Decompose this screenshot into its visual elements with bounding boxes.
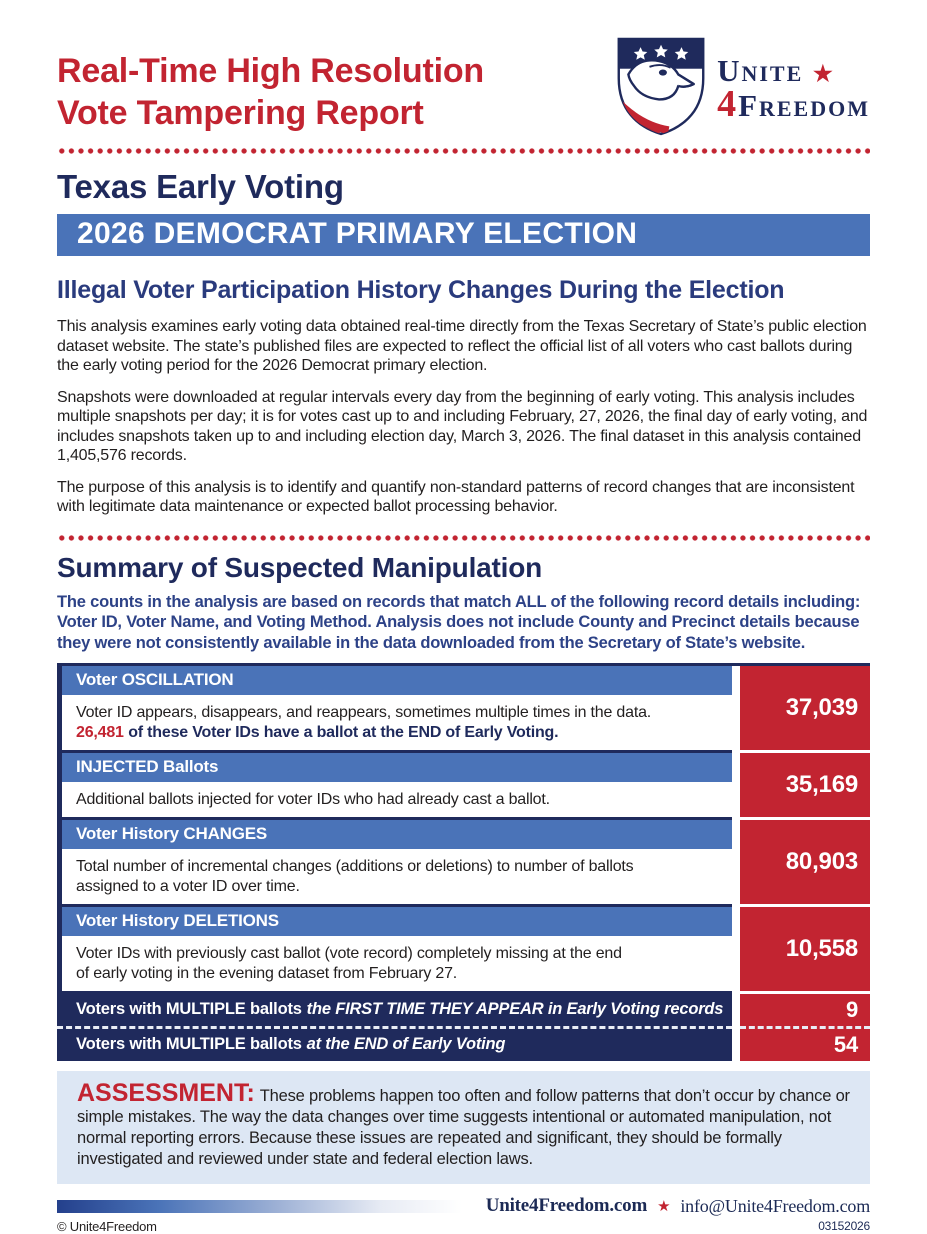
row-header-oscillation: Voter OSCILLATION: [62, 666, 732, 697]
intro-paragraph-2: Snapshots were downloaded at regular intervals every day from the beginning of early voting. This analysis includes multiple snapshots per day; it is for votes cast up to and including February, 27, 2026, the final day of early voting, and includes snapshots taken up to and including election day, March 3, 2026. The final dataset in this analysis contained 1,405,576 records.: [57, 388, 868, 464]
report-title-line1: Real-Time High Resolution: [57, 52, 484, 90]
manipulation-table: [57, 663, 870, 1061]
summary-heading: Summary of Suspected Manipulation: [57, 551, 543, 583]
table-row-multiple-first: Voters with MULTIPLE ballots the FIRST TIME THEY APPEAR in Early Voting records 9: [57, 994, 870, 1029]
table-row: [57, 666, 870, 753]
eagle-shield-icon: [613, 36, 709, 141]
row-description: Voter ID appears, disappears, and reappears, sometimes multiple times in the data. 26,481 of these Voter IDs have a ballot at the END of Early Voting.: [62, 697, 732, 750]
logo-wordmark: [717, 53, 870, 125]
footer-website: Unite4Freedom.com: [485, 1195, 648, 1216]
row-description: Additional ballots injected for voter IDs who had already cast a ballot.: [76, 791, 550, 808]
report-title: [57, 50, 484, 134]
logo-star-icon: ★: [813, 61, 833, 86]
dotted-divider-middle: [57, 534, 870, 542]
row-description: Voter IDs with previously cast ballot (vote record) completely missing at the end of early voting in the evening dataset from February 27.: [76, 945, 622, 982]
table-row: [57, 907, 870, 994]
footer-date-code: 03152026: [818, 1219, 870, 1233]
row-value: 9: [740, 994, 870, 1029]
intro-paragraph-1: This analysis examines early voting data obtained real-time directly from the Texas Secretary of State’s public election dataset website. The state’s published files are expected to reflect the official list of all voters who cast ballots during the early voting period for the 2026 Democrat primary election.: [57, 318, 867, 374]
footer: [57, 1195, 870, 1234]
row-value: 35,169: [740, 753, 870, 820]
row-value: 54: [740, 1029, 870, 1061]
highlight-number: 26,481: [76, 724, 124, 741]
row-value: 80,903: [740, 820, 870, 907]
logo-word-four: 4: [717, 83, 739, 125]
footer-star-icon: ★: [657, 1198, 671, 1215]
footer-copyright: © Unite4Freedom: [57, 1219, 157, 1234]
table-row-multiple-end: Voters with MULTIPLE ballots at the END of Early Voting 54: [57, 1029, 870, 1061]
unite4freedom-logo: [613, 36, 870, 141]
footer-email: info@Unite4Freedom.com: [680, 1195, 870, 1216]
logo-word-unite: Unite: [717, 53, 804, 88]
table-row: [57, 753, 870, 820]
row-description: Total number of incremental changes (additions or deletions) to number of ballots assigned to a voter ID over time.: [76, 858, 634, 895]
logo-word-freedom: Freedom: [738, 88, 870, 123]
row-value: 37,039: [740, 666, 870, 753]
row-header-changes: Voter History CHANGES: [62, 820, 732, 851]
assessment-box: [57, 1071, 870, 1184]
report-title-line2: Vote Tampering Report: [57, 94, 424, 132]
row-value: 10,558: [740, 907, 870, 994]
assessment-text: These problems happen too often and follow patterns that don’t occur by chance or simple mistakes. The way the data changes over time suggests intentional or automated manipulation, not normal reporting errors. Because these issues are repeated and significant, they should be formally investigated and reviewed under state and federal election laws.: [77, 1087, 850, 1168]
dotted-divider-top: [57, 147, 870, 155]
footer-gradient-bar: [57, 1200, 462, 1213]
summary-intro: The counts in the analysis are based on records that match ALL of the following record details including: Voter ID, Voter Name, and Voting Method. Analysis does not include County and Precinct details because they were not consistently available in the data downloaded from the Secretary of State’s website.: [57, 592, 861, 652]
masthead: [57, 34, 870, 141]
election-banner: 2026 DEMOCRAT PRIMARY ELECTION: [57, 214, 870, 256]
row-highlight-line: 26,481 of these Voter IDs have a ballot at the END of Early Voting.: [76, 724, 559, 741]
row-header-deletions: Voter History DELETIONS: [62, 907, 732, 938]
region-title: Texas Early Voting: [57, 168, 344, 205]
table-row: [57, 820, 870, 907]
row-header-injected: INJECTED Ballots: [62, 753, 732, 784]
assessment-label: ASSESSMENT:: [77, 1079, 255, 1107]
intro-heading: Illegal Voter Participation History Changes During the Election: [57, 276, 785, 304]
intro-paragraph-3: The purpose of this analysis is to identify and quantify non-standard patterns of record changes that are inconsistent with legitimate data maintenance or expected ballot processing behavior.: [57, 478, 855, 515]
